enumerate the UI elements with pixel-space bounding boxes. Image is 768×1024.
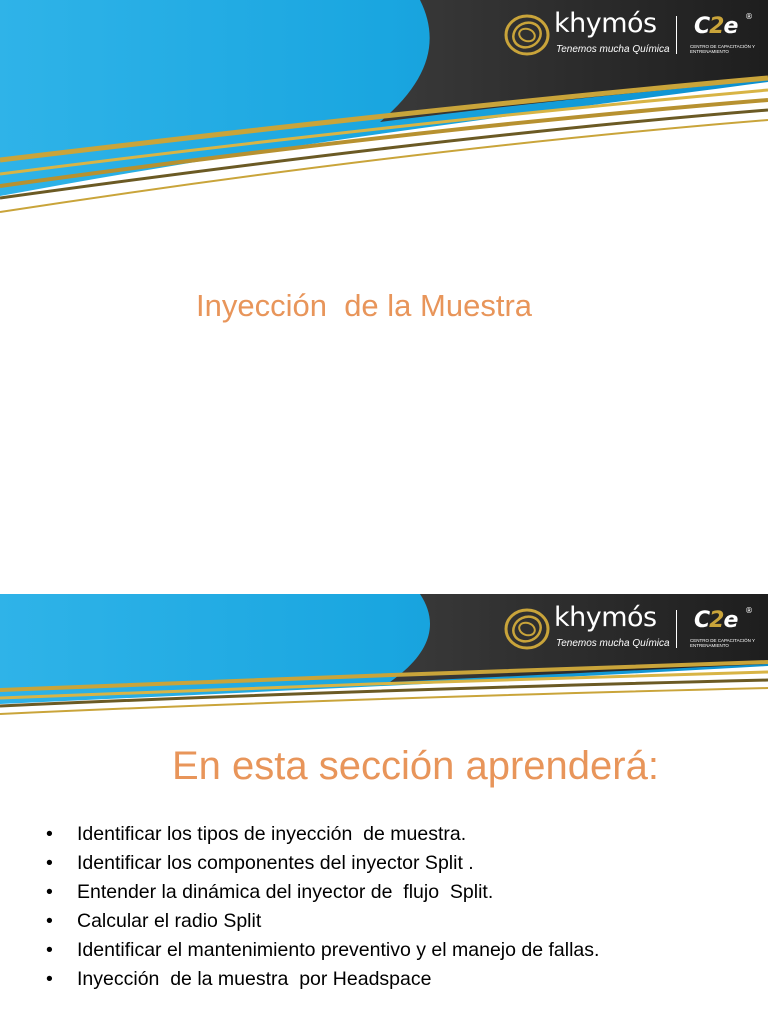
c2e-tagline: CENTRO DE CAPACITACIÓN Y ENTRENAMIENTO xyxy=(690,44,755,54)
c2e-logo: C2e xyxy=(694,14,738,39)
objectives-list xyxy=(42,820,599,994)
c2e-tagline: CENTRO DE CAPACITACIÓN Y ENTRENAMIENTO xyxy=(690,638,755,648)
khymos-tagline: Tenemos mucha Química xyxy=(556,638,670,649)
khymos-tagline: Tenemos mucha Química xyxy=(556,44,670,55)
registered-mark-icon: ® xyxy=(745,606,753,615)
brand-logos xyxy=(498,0,768,70)
list-item: • Identificar los tipos de inyección de muestra. xyxy=(42,820,599,849)
list-item: • Identificar el mantenimiento preventivo y el manejo de fallas. xyxy=(42,936,599,965)
khymos-logo-text: khymós xyxy=(554,8,657,39)
section-heading: En esta sección aprenderá: xyxy=(172,744,659,788)
bullet-icon: • xyxy=(46,968,53,990)
bullet-icon: • xyxy=(46,881,53,903)
list-item: • Inyección de la muestra por Headspace xyxy=(42,965,599,994)
logo-divider xyxy=(676,610,677,648)
khymos-logo-text: khymós xyxy=(554,602,657,633)
bullet-icon: • xyxy=(46,852,53,874)
bullet-icon: • xyxy=(46,823,53,845)
bullet-icon: • xyxy=(46,910,53,932)
list-item: • Identificar los componentes del inyector Split . xyxy=(42,849,599,878)
khymos-swirl-icon xyxy=(502,10,552,60)
c2e-logo: C2e xyxy=(694,608,738,633)
list-item: • Entender la dinámica del inyector de flujo Split. xyxy=(42,878,599,907)
slide-title-text: Inyección de la Muestra xyxy=(196,288,533,323)
logo-divider xyxy=(676,16,677,54)
list-item: • Calcular el radio Split xyxy=(42,907,599,936)
bullet-icon: • xyxy=(46,939,53,961)
khymos-swirl-icon xyxy=(502,604,552,654)
registered-mark-icon: ® xyxy=(745,12,753,21)
slide-objectives xyxy=(0,594,768,1024)
brand-logos xyxy=(498,594,768,664)
